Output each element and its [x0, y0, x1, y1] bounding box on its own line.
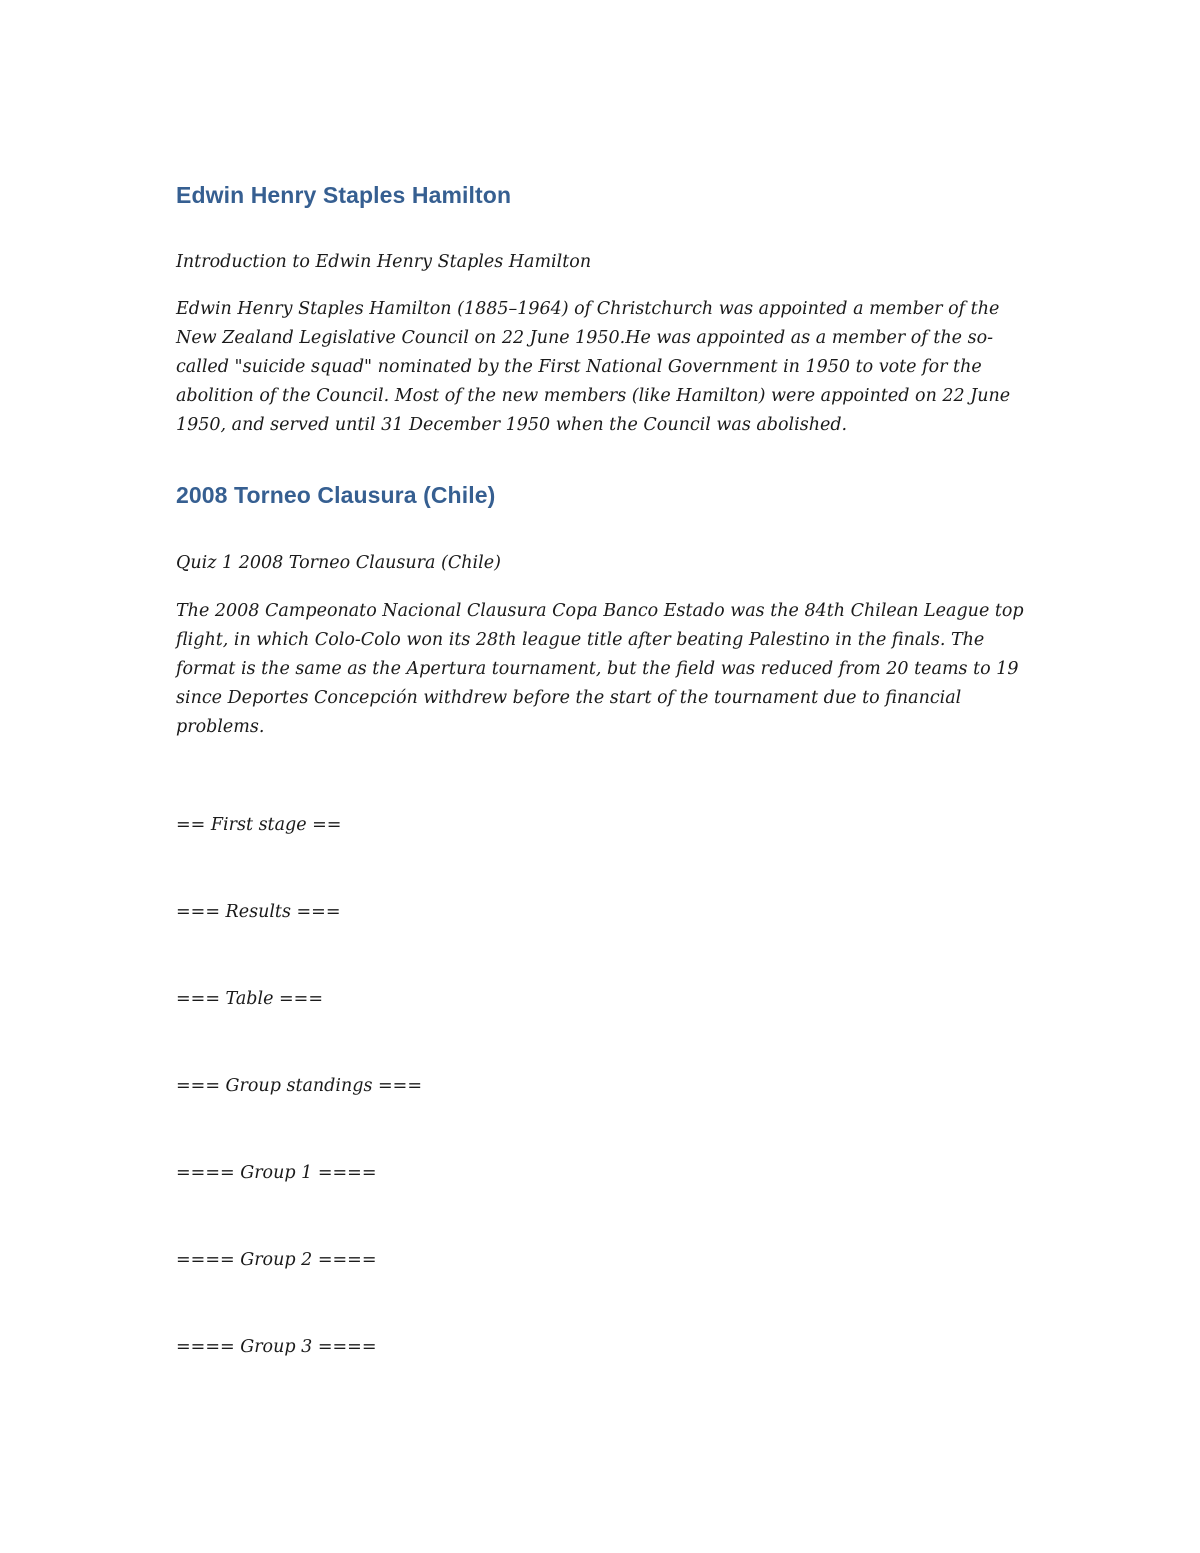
wiki-heading-line: ==== Group 1 ====: [176, 1163, 377, 1183]
section-subtitle: Quiz 1 2008 Torneo Clausura (Chile): [176, 553, 501, 573]
wiki-heading-line: === Results ===: [176, 902, 341, 922]
section-subtitle: Introduction to Edwin Henry Staples Hamilton: [176, 252, 592, 272]
wiki-heading-line: === Group standings ===: [176, 1076, 422, 1096]
wiki-heading-line: === Table ===: [176, 989, 324, 1009]
wiki-heading-line: ==== Group 2 ====: [176, 1250, 377, 1270]
section-heading: 2008 Torneo Clausura (Chile): [176, 482, 496, 508]
document-body: [176, 178, 1026, 1361]
section-paragraph: The 2008 Campeonato Nacional Clausura Copa Banco Estado was the 84th Chilean League top flight, in which Colo-Colo won its 28th league title after beating Palestino in the finals. The format is the same as the Apertura tournament, but the field was reduced from 20 teams to 19 since Deportes Concepción withdrew before the start of the tournament due to financial problems.: [176, 601, 1024, 737]
wiki-heading-line: ==== Group 3 ====: [176, 1337, 377, 1357]
section-heading: Edwin Henry Staples Hamilton: [176, 182, 512, 208]
section-paragraph: Edwin Henry Staples Hamilton (1885–1964) of Christchurch was appointed a member of the New Zealand Legislative Council on 22 June 1950.He was appointed as a member of the so-called "suicide squad" nominated by the First National Government in 1950 to vote for the abolition of the Council. Most of the new members (like Hamilton) were appointed on 22 June 1950, and served until 31 December 1950 when the Council was abolished.: [176, 299, 1011, 435]
wiki-heading-line: == First stage ==: [176, 815, 342, 835]
